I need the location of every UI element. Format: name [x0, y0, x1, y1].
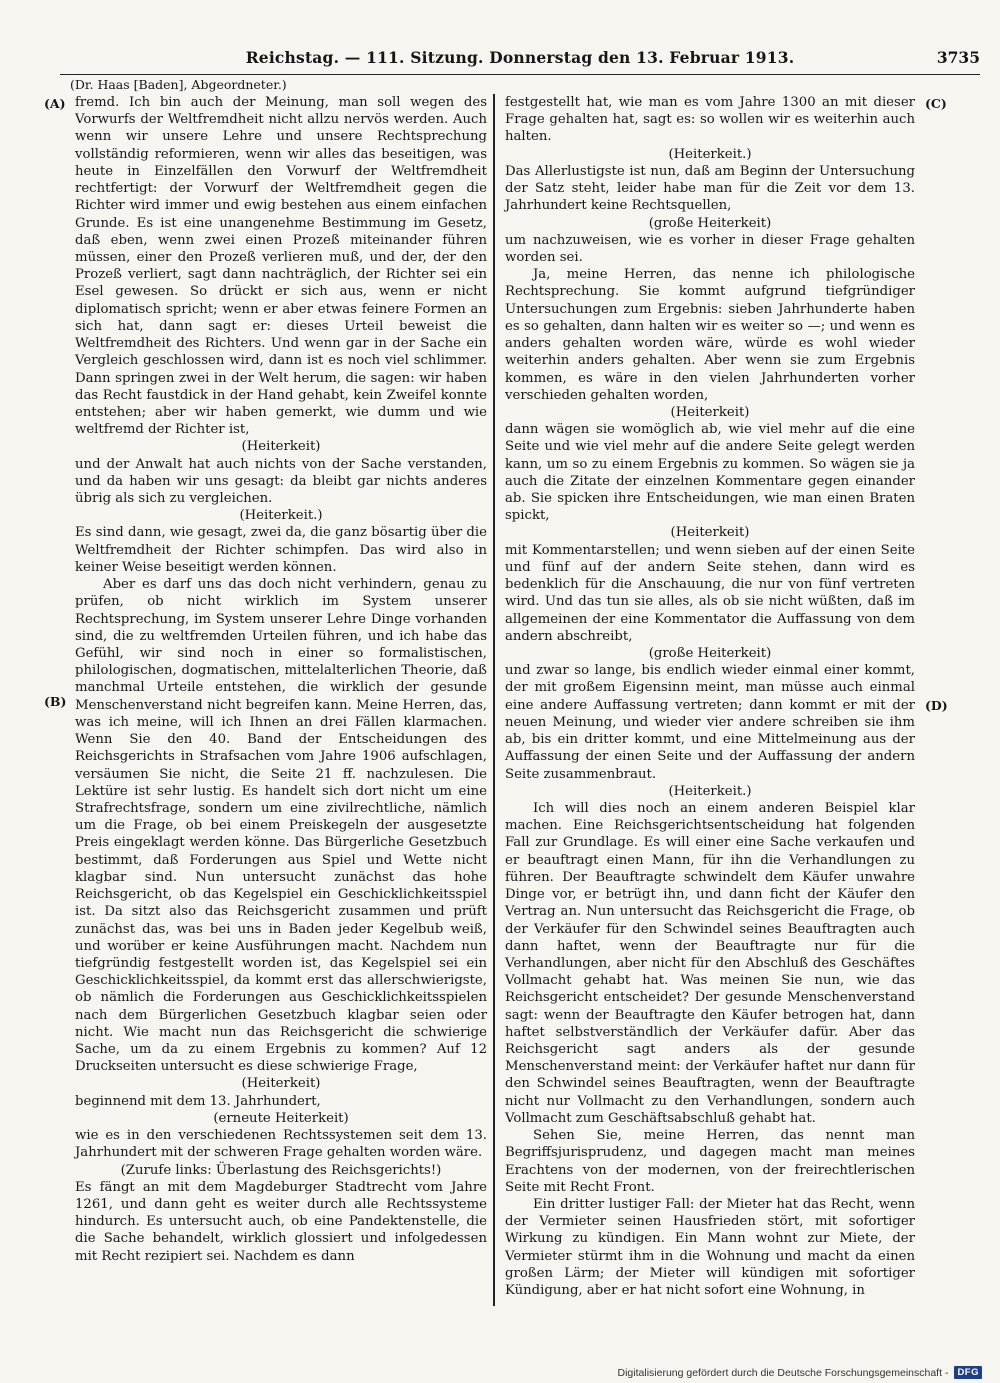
header-title: Reichstag. — 111. Sitzung. Donnerstag den 13. Februar 1913. [245, 48, 795, 67]
page-header [60, 48, 980, 75]
interjection: (Heiterkeit) [241, 1076, 321, 1092]
interjection: (große Heiterkeit) [648, 215, 772, 231]
paragraph: mit Kommentarstellen; und wenn sieben auf der einen Seite und fünf auf der andern Seite stehen, dann wird es bedenklich für die Anschauung, die nur von fünf vertreten wird. Und das tun sie alles, als ob sie nicht wüßten, daß im allgemeinen der eine Kommentator die Auffassung von dem andern abschreibt, [505, 542, 915, 644]
interjection: (Zurufe links: Überlastung des Reichsgerichts!) [120, 1162, 442, 1178]
page-number: 3735 [936, 48, 980, 67]
interjection: (Heiterkeit.) [668, 146, 752, 162]
paragraph: beginnend mit dem 13. Jahrhundert, [75, 1093, 321, 1109]
paragraph: um nachzuweisen, wie es vorher in dieser Frage gehalten worden sei. [505, 232, 915, 265]
margin-mark-a: (A) [44, 96, 66, 111]
interjection: (Heiterkeit.) [668, 783, 752, 799]
paragraph: Sehen Sie, meine Herren, das nennt man Begriffsjurisprudenz, und dagegen macht man meines Erachtens von der modernen, von der freirechtlerischen Seite mit Recht Front. [505, 1128, 915, 1195]
margin-mark-c: (C) [925, 96, 947, 111]
paragraph: Ein dritter lustiger Fall: der Mieter hat das Recht, wenn der Vermieter seinen Hausfrieden stört, mit sofortiger Wirkung zu kündigen. Ein Mann wohnt zur Miete, der Vermieter stürmt ihm in die Wohnung und macht da einen großen Lärm; der Mieter will kündigen mit sofortiger Kündigung, aber er hat nicht sofort eine Wohnung, in [505, 1197, 915, 1299]
paragraph: Es fängt an mit dem Magdeburger Stadtrecht vom Jahre 1261, und dann geht es weiter durch alle Rechtssysteme hindurch. Es untersucht auch, ob eine Pandektenstelle, die die Sache behandelt, wirklich glossiert und infolgedessen mit Recht rezipiert sei. Nachdem es dann [75, 1179, 487, 1264]
interjection: (Heiterkeit.) [239, 508, 323, 524]
dfg-logo: DFG [954, 1366, 982, 1379]
paragraph: wie es in den verschiedenen Rechtssystemen seit dem 13. Jahrhundert mit der schweren Frage gehalten worden wäre. [75, 1128, 487, 1161]
paragraph: und zwar so lange, bis endlich wieder einmal einer kommt, der mit großem Eigensinn meint, man müsse auch einmal eine andere Auffassung vertreten; dann kommt er mit der neuen Meinung, und wieder vier andere schreiben sie ihm ab, bis ein dritter kommt, und eine Mittelmeinung aus der Auffassung der einen Seite und der Auffassung der andern Seite zusammenbraut. [505, 663, 915, 782]
interjection: (Heiterkeit) [670, 404, 750, 420]
left-column [75, 94, 487, 1265]
interjection: (Heiterkeit) [670, 525, 750, 541]
interjection: (Heiterkeit) [241, 439, 321, 455]
speaker-line: (Dr. Haas [Baden], Abgeordneter.) [70, 77, 287, 92]
paragraph: festgestellt hat, wie man es vom Jahre 1300 an mit dieser Frage gehalten hat, sagt es: so wollen wir es weiterhin auch halten. [505, 95, 915, 145]
interjection: (erneute Heiterkeit) [213, 1110, 349, 1126]
paragraph: und der Anwalt hat auch nichts von der Sache verstanden, und da haben wir uns gesagt: da bleibt gar nichts anderes übrig als sich zu vergleichen. [75, 456, 487, 507]
paragraph: fremd. Ich bin auch der Meinung, man soll wegen des Vorwurfs der Weltfremdheit nicht allzu nervös werden. Auch wenn wir unsere Lehre und unsere Rechtsprechung vollständig reformieren, wenn wir alles das beseitigen, was heute in Einzelfällen den Vorwurf der Weltfremdheit rechtfertigt: der Vorwurf der Weltfremdheit gegen die Richter wird immer und ewig bestehen aus einem einfachen Grunde. Es ist eine unangenehme Bestimmung im Gesetz, daß eben, wenn zwei einen Prozeß miteinander führen müssen, einer den Prozeß verlieren muß, und der, der den Prozeß verliert, sagt dann nachträglich, der Richter sei ein Esel gewesen. So drückt er sich aus, wenn er nicht diplomatisch spricht; wenn er aber etwas feinere Formen an sich hat, dann sagt er: dieses Urteil beweist die Weltfremdheit des Richters. Und wenn gar in der Sache ein Vergleich geschlossen wird, dann ist es noch viel schlimmer. Dann springen zwei in der Welt herum, die sagen: wir haben das Recht faustdick in der Hand gehabt, kein Zweifel konnte entstehen; aber wir haben gemerkt, wie dumm und wie weltfremd der Richter ist, [75, 95, 487, 438]
paragraph: dann wägen sie womöglich ab, wie viel mehr auf die eine Seite und wie viel mehr auf die andere Seite gelegt werden kann, um so zu einem Ergebnis zu kommen. So wägen sie ja auch die Zitate der einzelnen Kommentare gegen einander ab. Sie spicken ihre Entscheidungen, wie man einen Braten spickt, [505, 422, 915, 524]
paragraph: Es sind dann, wie gesagt, zwei da, die ganz bösartig über die Weltfremdheit der Richter schimpfen. Das wird also in keiner Weise beseitigt werden können. [75, 525, 487, 575]
margin-mark-d: (D) [925, 698, 948, 713]
paragraph: Aber es darf uns das doch nicht verhindern, genau zu prüfen, ob nicht wirklich im System unserer Rechtsprechung, im System unserer Lehre Dinge vorhanden sind, die zu weltfremden Urteilen führen, und ich habe das Gefühl, wir sind noch in einer so formalistischen, philologischen, dogmatischen, mittelalterlichen Theorie, daß manchmal Urteile entstehen, die wirklich der gesunde Menschenverstand nicht begreifen kann. Meine Herren, das, was ich meine, will ich Ihnen an drei Fällen klarmachen. Wenn Sie den 40. Band der Entscheidungen des Reichsgerichts in Strafsachen vom Jahre 1906 aufschlagen, versäumen Sie nicht, die Seite 21 ff. nachzulesen. Die Lektüre ist sehr lustig. Es handelt sich dort nicht um eine Strafrechtsfrage, sondern um eine zivilrechtliche, nämlich um die Frage, ob bei einem Preiskegeln der ausgesetzte Preis eingeklagt werden könne. Das Bürgerliche Gesetzbuch bestimmt, daß Forderungen aus Spiel und Wette nicht klagbar sind. Nun untersucht zunächst das hohe Reichsgericht, ob das Kegelspiel ein Geschicklichkeitsspiel ist. Da sitzt also das Reichsgericht zusammen und prüft zunächst das, was bei uns in Baden jeder Kegelbub weiß, und worüber er keine Ausführungen macht. Nachdem nun tiefgründig festgestellt worden ist, das Kegelspiel sei ein Geschicklichkeitsspiel, da kommt erst das allerschwierigste, ob nämlich die Forderungen aus Geschicklichkeitsspielen nach dem Bürgerlichen Gesetzbuch klagbar seien oder nicht. Wie macht nun das Reichsgericht die schwierige Sache, um da zu einem Ergebnis zu kommen? Auf 12 Druckseiten untersucht es diese schwierige Frage, [75, 577, 487, 1075]
margin-mark-b: (B) [44, 694, 67, 709]
paragraph: Ich will dies noch an einem anderen Beispiel klar machen. Eine Reichsgerichtsentscheidung hat folgenden Fall zur Grundlage. Es will einer eine Sache verkaufen und er beauftragt einen Mann, für ihn die Verhandlungen zu führen. Der Beauftragte schwindelt dem Käufer unwahre Dinge vor, er betrügt ihn, und dann ficht der Käufer den Vertrag an. Nun untersucht das Reichsgericht die Frage, ob der Verkäufer für den Schwindel seines Beauftragten auch dann haftet, wenn der Beauftragte nur für die Verhandlungen, aber nicht für den Abschluß des Geschäftes Vollmacht gehabt hat. Was meinen Sie nun, wie das Reichsgericht entscheidet? Der gesunde Menschenverstand sagt: wenn der Beauftragte den Käufer betrogen hat, dann haftet selbstverständlich der Verkäufer dafür. Aber das Reichsgericht sagt anders als der gesunde Menschenverstand meint: der Verkäufer haftet nur dann für den Schwindel seines Beauftragten, wenn der Beauftragte nicht nur Vollmacht zu den Verhandlungen, sondern auch Vollmacht zum Geschäftsabschluß gehabt hat. [505, 800, 915, 1126]
right-column [505, 94, 915, 1299]
interjection: (große Heiterkeit) [648, 646, 772, 661]
paragraph: Ja, meine Herren, das nenne ich philologische Rechtsprechung. Sie kommt aufgrund tiefgründiger Untersuchungen zum Ergebnis: sieben Jahrhunderte haben es so gehalten, dann halten wir es weiter so —; und wenn es anders gehalten worden wäre, würde es wohl wieder weiterhin anders gehalten. Aber wenn sie zum Ergebnis kommen, es wäre in den vielen Jahrhunderten vorher verschieden gehalten worden, [505, 267, 915, 403]
column-divider [493, 94, 495, 1306]
paragraph: Das Allerlustigste ist nun, daß am Beginn der Untersuchung der Satz steht, leider habe man für die Zeit vor dem 13. Jahrhundert keine Rechtsquellen, [505, 163, 915, 214]
page-footer [618, 1366, 982, 1379]
footer-text: Digitalisierung gefördert durch die Deutsche Forschungsgemeinschaft - [617, 1366, 949, 1379]
